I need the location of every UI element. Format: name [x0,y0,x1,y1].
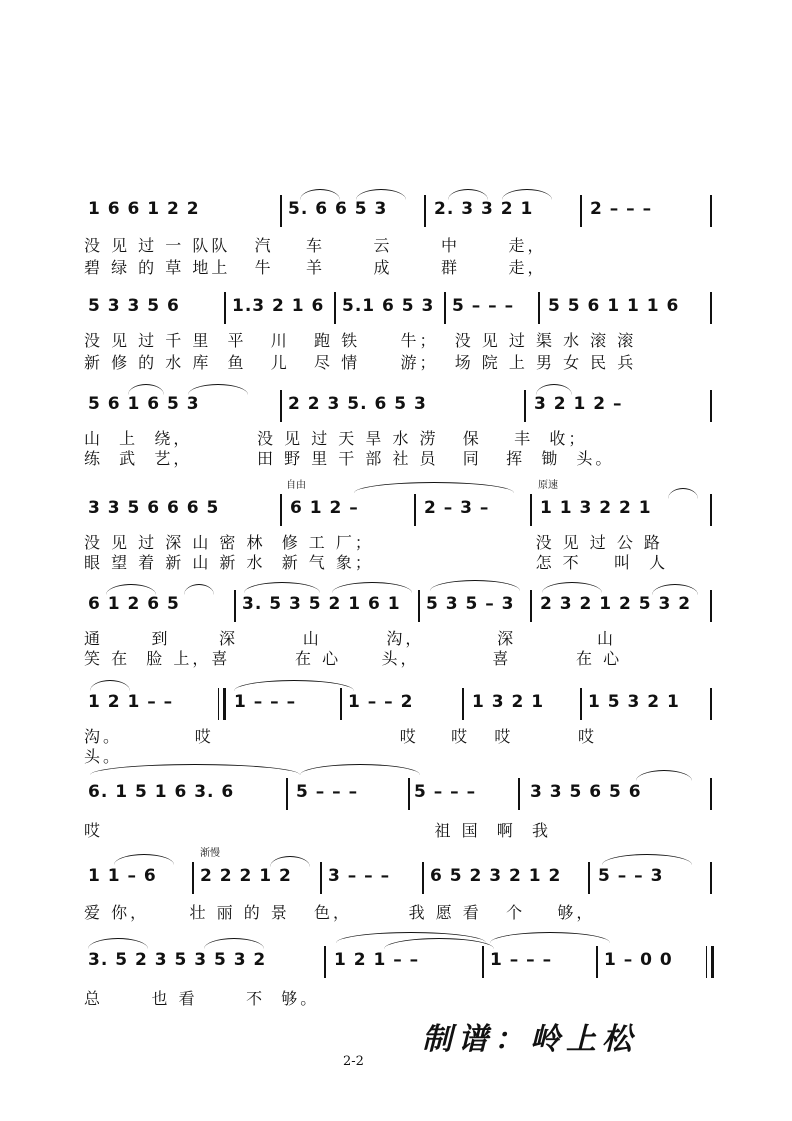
measure: 1 6 6 1 2 2 [88,199,200,219]
final-barline [706,946,714,978]
barline [710,292,712,324]
tempo-marking: 原速 [538,480,558,491]
page-number: 2-2 [343,1054,364,1069]
slur [128,384,164,395]
slur [300,764,420,775]
slur [448,189,488,200]
notation-row [84,778,714,808]
measure: 6 1 2 – [290,498,359,518]
measure: 3 – – – [328,866,391,886]
tempo-marking: 渐慢 [200,848,220,859]
notation-row [84,292,714,322]
measure: 6. 1 5 1 6 3. 6 [88,782,235,802]
barline [710,862,712,894]
slur [204,938,264,949]
slur [234,680,354,691]
slur [244,582,320,593]
measure: 1 5 3 2 1 [588,692,680,712]
measure: 3 2 1 2 – [534,394,623,414]
measure: 6 5 2 3 2 1 2 [430,866,562,886]
tempo-marking: 自由 [286,480,306,491]
slur [114,854,174,865]
measure: 5.1 6 5 3 [342,296,435,316]
slur [602,854,692,865]
slur [542,582,602,593]
barline [444,292,446,324]
measure: 5 – – – [414,782,477,802]
barline [418,590,420,622]
measure: 1 – – – [490,950,553,970]
notation-row [84,494,714,524]
slur [430,580,520,591]
measure: 1 – – – [234,692,297,712]
slur [88,938,148,949]
slur [332,582,412,593]
barline [424,195,426,227]
slur [490,932,610,943]
barline [530,590,532,622]
notation-row [84,946,714,976]
barline [280,494,282,526]
measure: 1 – – 2 [348,692,414,712]
slur [106,584,156,595]
lyric-line-1: 没 见 过 一 队队 汽 车 云 中 走， [84,236,547,255]
measure: 1.3 2 1 6 [232,296,325,316]
notation-row [84,862,714,892]
lyric-line-1: 沟。 哎 哎 哎 哎 哎 [84,727,598,746]
measure: 2 2 3 5. 6 5 3 [288,394,427,414]
slur [90,680,130,691]
measure: 1 2 1 – – [88,692,174,712]
slur [668,488,698,499]
lyric-line-2: 笑 在 脸 上，喜 在 心 头， 喜 在 心 [84,649,623,668]
lyric-line-2: 新 修 的 水 库 鱼 儿 尽 情 游； 场 院 上 男 女 民 兵 [84,353,637,372]
barline [710,494,712,526]
measure: 1 1 – 6 [88,866,157,886]
measure: 2 2 2 1 2 [200,866,292,886]
slur [184,584,214,595]
measure: 1 1 3 2 2 1 [540,498,652,518]
notation-row [84,688,714,718]
barline [408,778,410,810]
barline [334,292,336,324]
measure: 2 – 3 – [424,498,490,518]
transcriber-signature: 制谱：岭上松 [422,1022,638,1057]
measure: 2 3 2 1 2 5 3 2 [540,594,692,614]
slur [188,384,248,395]
barline [710,590,712,622]
barline [192,862,194,894]
repeat-barline [218,688,226,720]
barline [524,390,526,422]
measure: 5. 6 6 5 3 [288,199,388,219]
barline [580,688,582,720]
measure: 5 6 1 6 5 3 [88,394,200,414]
measure: 5 3 5 – 3 [426,594,515,614]
slur [300,189,340,200]
barline [462,688,464,720]
barline [280,195,282,227]
measure: 5 5 6 1 1 1 6 [548,296,680,316]
measure: 3 3 5 6 6 6 5 [88,498,220,518]
barline [340,688,342,720]
slur [502,189,552,200]
barline [320,862,322,894]
slur [356,189,406,200]
barline [588,862,590,894]
measure: 5 3 3 5 6 [88,296,180,316]
barline [482,946,484,978]
lyric-line-2: 碧 绿 的 草 地上 牛 羊 成 群 走， [84,258,547,277]
barline [414,494,416,526]
measure: 1 – 0 0 [604,950,673,970]
slur [270,856,310,867]
barline [538,292,540,324]
lyric-line-2: 头。 [84,747,123,766]
barline [530,494,532,526]
lyric-line-1: 总 也 看 不 够。 [84,989,320,1008]
measure: 1 2 1 – – [334,950,420,970]
barline [710,778,712,810]
barline [596,946,598,978]
slur [354,482,514,493]
barline [280,390,282,422]
lyric-line-1: 山 上 绕， 没 见 过 天 旱 水 涝 保 丰 收； [84,429,588,448]
measure: 2 – – – [590,199,653,219]
lyric-line-1: 通 到 深 山 沟， 深 山 [84,629,617,648]
measure: 3 3 5 6 5 6 [530,782,642,802]
lyric-line-1: 没 见 过 深 山 密 林 修 工 厂； 没 见 过 公 路 [84,533,663,552]
slur [636,770,692,781]
measure: 3. 5 2 3 5 3 5 3 2 [88,950,267,970]
lyric-line-2: 眼 望 着 新 山 新 水 新 气 象； 怎 不 叫 人 [84,553,669,572]
slur [536,384,572,395]
barline [710,195,712,227]
measure: 1 3 2 1 [472,692,545,712]
notation-row [84,390,714,420]
measure: 2. 3 3 2 1 [434,199,534,219]
barline [224,292,226,324]
barline [286,778,288,810]
lyric-line-1: 哎 祖 国 啊 我 [84,821,551,840]
barline [710,390,712,422]
barline [518,778,520,810]
measure: 5 – – 3 [598,866,664,886]
measure: 5 – – – [296,782,359,802]
measure: 5 – – – [452,296,515,316]
lyric-line-1: 爱 你， 壮 丽 的 景 色， 我 愿 看 个 够， [84,903,596,922]
barline [580,195,582,227]
barline [422,862,424,894]
barline [324,946,326,978]
notation-row [84,590,714,620]
barline [234,590,236,622]
barline [710,688,712,720]
measure: 6 1 2 6 5 [88,594,180,614]
lyric-line-1: 没 见 过 千 里 平 川 跑 铁 牛； 没 见 过 渠 水 滚 滚 [84,331,637,350]
measure: 3. 5 3 5 2 1 6 1 [242,594,401,614]
slur [652,584,698,595]
lyric-line-2: 练 武 艺， 田 野 里 干 部 社 员 同 挥 锄 头。 [84,449,615,468]
